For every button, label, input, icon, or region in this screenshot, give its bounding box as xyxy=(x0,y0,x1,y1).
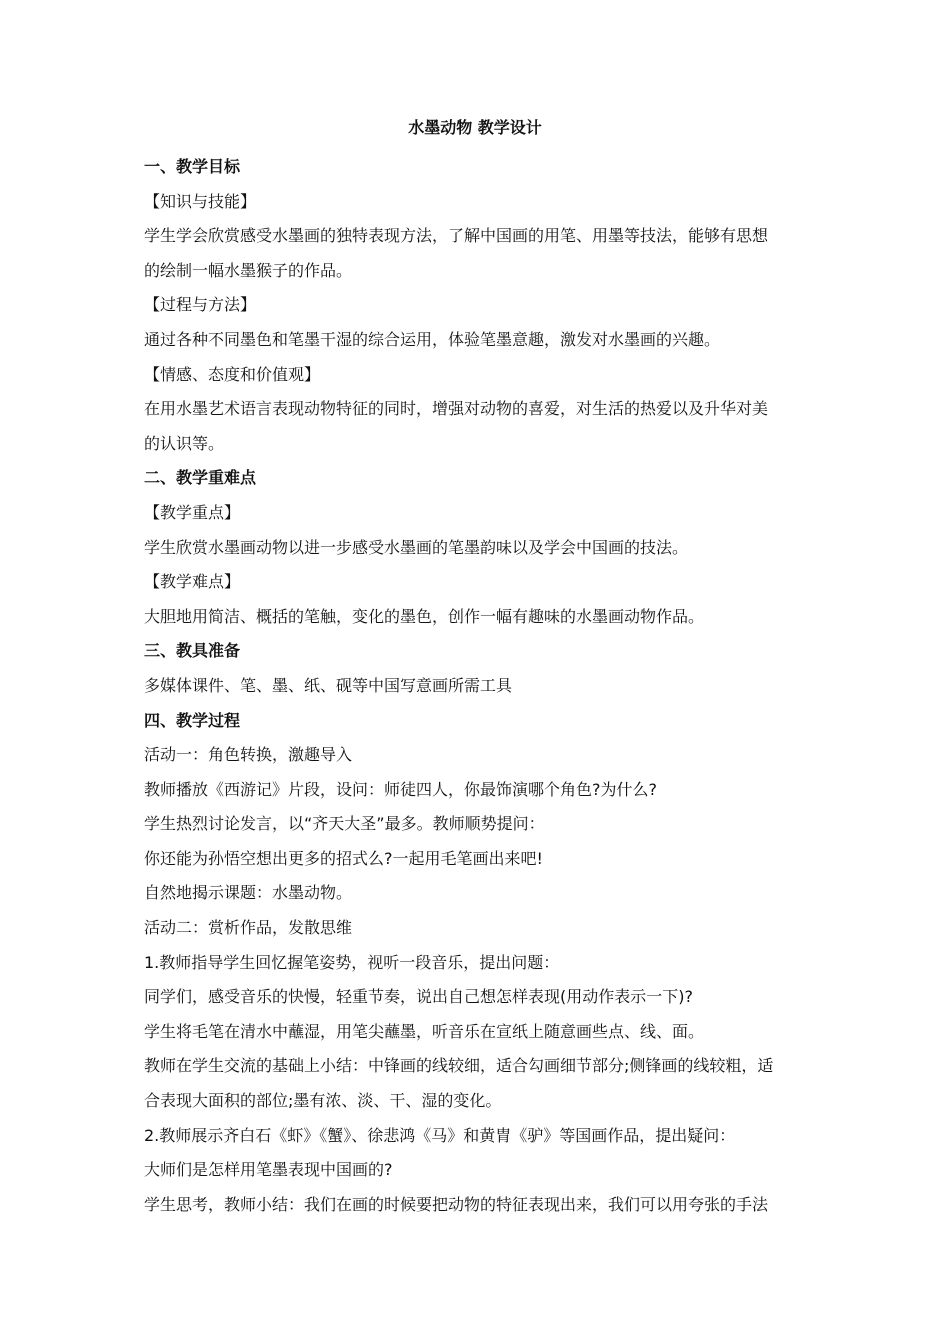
paragraph-line: 2.教师展示齐白石《虾》《蟹》、徐悲鸿《马》和黄胄《驴》等国画作品，提出疑问： xyxy=(144,1125,736,1145)
paragraph-line: 学生欣赏水墨画动物以进一步感受水墨画的笔墨韵味以及学会中国画的技法。 xyxy=(144,537,689,557)
paragraph-line: 1.教师指导学生回忆握笔姿势，视听一段音乐，提出问题： xyxy=(144,952,560,972)
paragraph-line: 学生热烈讨论发言，以“齐天大圣”最多。教师顺势提问： xyxy=(144,814,545,834)
paragraph-line: 多媒体课件、笔、墨、纸、砚等中国写意画所需工具 xyxy=(144,675,513,695)
paragraph-line: 的绘制一幅水墨猴子的作品。 xyxy=(144,260,353,280)
paragraph-line: 活动二：赏析作品，发散思维 xyxy=(144,918,353,938)
subsection-label: 【知识与技能】 xyxy=(144,191,257,211)
document-title: 水墨动物 教学设计 xyxy=(408,118,542,137)
subsection-label: 【教学重点】 xyxy=(144,502,241,522)
subsection-label: 【过程与方法】 xyxy=(144,295,257,315)
paragraph-line: 的认识等。 xyxy=(144,433,225,453)
paragraph-line: 自然地揭示课题：水墨动物。 xyxy=(144,883,353,903)
paragraph-line: 同学们，感受音乐的快慢，轻重节奏，说出自己想怎样表现(用动作表示一下)? xyxy=(144,987,693,1007)
paragraph-line: 大师们是怎样用笔墨表现中国画的? xyxy=(144,1160,393,1180)
section-heading: 四、教学过程 xyxy=(144,710,241,730)
section-heading: 一、教学目标 xyxy=(144,157,241,176)
paragraph-line: 教师播放《西游记》片段，设问：师徒四人，你最饰演哪个角色?为什么? xyxy=(144,779,657,799)
subsection-label: 【教学难点】 xyxy=(144,572,241,592)
section-heading: 二、教学重难点 xyxy=(144,468,257,488)
document-body xyxy=(144,150,809,1222)
section-heading: 三、教具准备 xyxy=(144,641,241,661)
paragraph-line: 学生将毛笔在清水中蘸湿，用笔尖蘸墨，听音乐在宣纸上随意画些点、线、面。 xyxy=(144,1021,705,1041)
paragraph-line: 合表现大面积的部位;墨有浓、淡、干、湿的变化。 xyxy=(144,1091,502,1111)
paragraph-line: 活动一：角色转换，激趣导入 xyxy=(144,745,353,765)
subsection-label: 【情感、态度和价值观】 xyxy=(144,364,321,384)
paragraph-line: 在用水墨艺术语言表现动物特征的同时，增强对动物的喜爱，对生活的热爱以及升华对美 xyxy=(144,399,769,419)
paragraph-line: 你还能为孙悟空想出更多的招式么?一起用毛笔画出来吧! xyxy=(144,848,543,868)
paragraph-line: 学生思考，教师小结：我们在画的时候要把动物的特征表现出来，我们可以用夸张的手法 xyxy=(144,1194,769,1214)
paragraph-line: 教师在学生交流的基础上小结：中锋画的线较细，适合勾画细节部分;侧锋画的线较粗，适 xyxy=(144,1056,774,1076)
paragraph-line: 大胆地用简洁、概括的笔触，变化的墨色，创作一幅有趣味的水墨画动物作品。 xyxy=(144,606,705,626)
paragraph-line: 通过各种不同墨色和笔墨干湿的综合运用，体验笔墨意趣，激发对水墨画的兴趣。 xyxy=(144,329,721,349)
paragraph-line: 学生学会欣赏感受水墨画的独特表现方法，了解中国画的用笔、用墨等技法，能够有思想 xyxy=(144,226,769,246)
